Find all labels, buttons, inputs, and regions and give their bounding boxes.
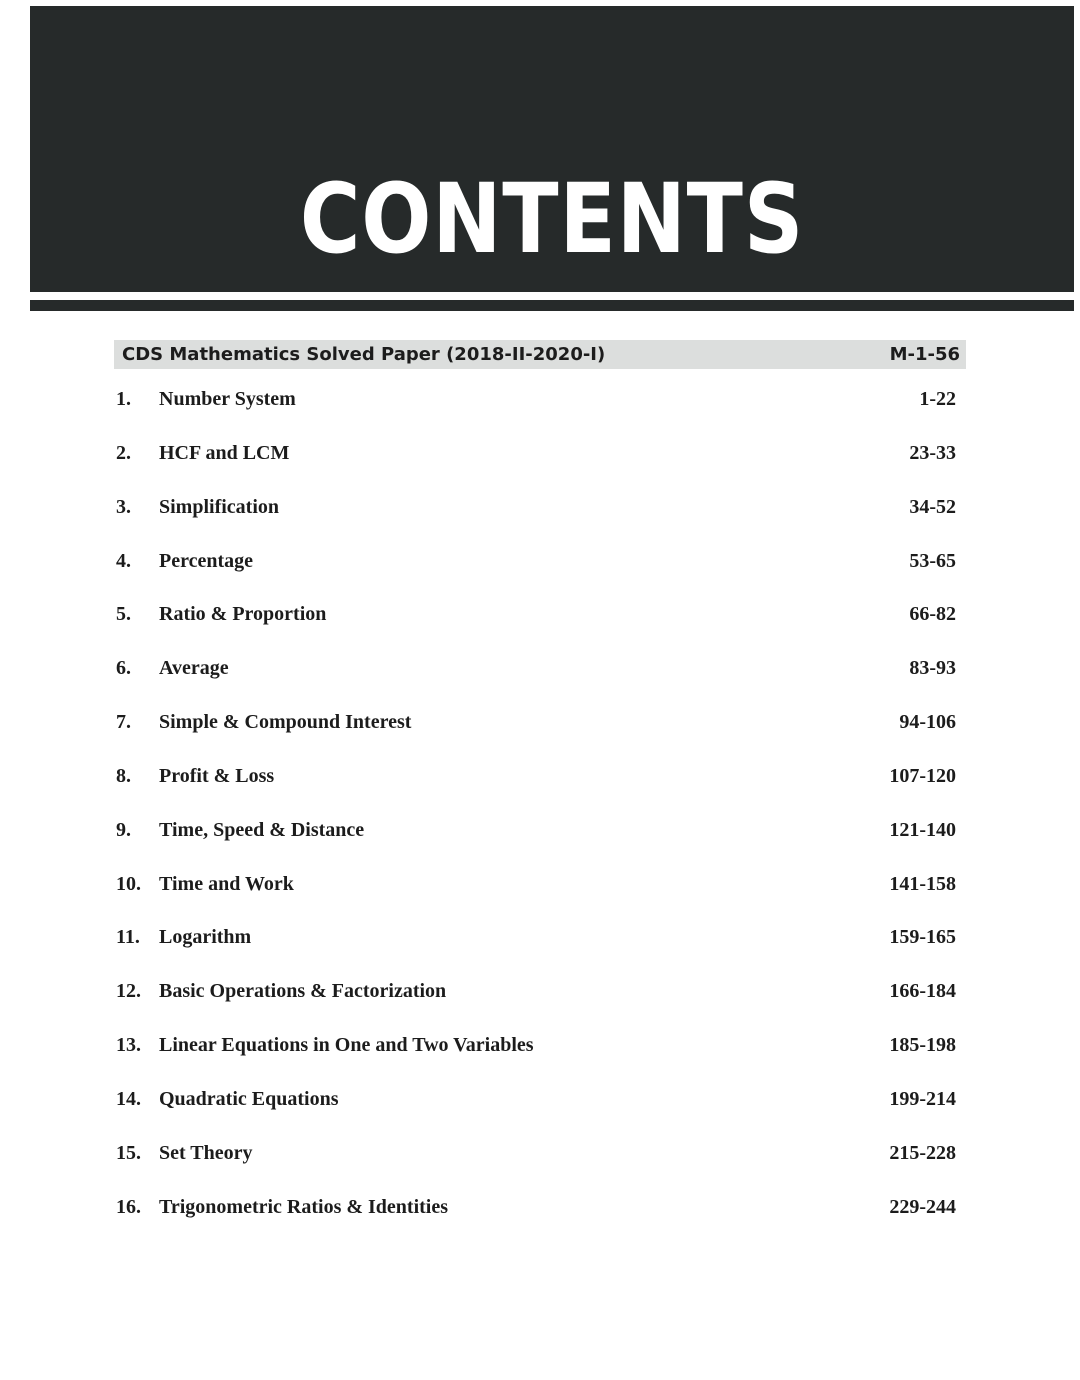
toc-item[interactable]	[114, 812, 956, 866]
toc-item-number: 8.	[116, 764, 131, 787]
toc-item-title: Average	[159, 657, 229, 680]
toc-item[interactable]	[114, 866, 956, 920]
section-header[interactable]	[114, 340, 966, 369]
toc-item-number: 10.	[116, 872, 141, 895]
toc-item[interactable]	[114, 704, 956, 758]
toc-item-pages: 121-140	[889, 818, 956, 841]
toc-item[interactable]	[114, 435, 956, 489]
toc-item[interactable]	[114, 919, 956, 973]
toc-item-title: Basic Operations & Factorization	[159, 980, 447, 1003]
toc-item-pages: 1-22	[919, 388, 956, 410]
toc-item-pages: 141-158	[889, 872, 956, 895]
toc-item-pages: 166-184	[889, 980, 956, 1003]
toc-item-pages: 83-93	[909, 657, 956, 680]
section-title: CDS Mathematics Solved Paper (2018-II-2020-I)	[122, 344, 606, 365]
toc-item[interactable]	[114, 489, 956, 543]
toc-item-title: Number System	[159, 388, 296, 410]
toc-item-pages: 107-120	[889, 764, 956, 787]
toc-item-title: Logarithm	[159, 926, 252, 949]
toc-item-title: Percentage	[159, 549, 254, 572]
contents-banner	[30, 6, 1074, 292]
toc-item[interactable]	[114, 1027, 956, 1081]
toc-item-number: 7.	[116, 711, 131, 734]
toc-item-title: Ratio & Proportion	[159, 603, 327, 626]
toc-item-title: Simplification	[159, 495, 280, 518]
toc-item[interactable]	[114, 973, 956, 1027]
toc-item-pages: 53-65	[909, 549, 956, 572]
toc-item-number: 14.	[116, 1087, 141, 1110]
toc-item-number: 1.	[116, 388, 131, 410]
toc-item[interactable]	[114, 381, 956, 435]
toc-item-pages: 34-52	[909, 495, 956, 518]
toc-item-title: Time and Work	[159, 872, 294, 895]
toc-item-pages: 229-244	[889, 1195, 956, 1218]
toc-item-title: Set Theory	[159, 1141, 253, 1164]
toc-list	[114, 381, 956, 1243]
toc-item[interactable]	[114, 1189, 956, 1243]
toc-item[interactable]	[114, 596, 956, 650]
toc-item-pages: 199-214	[889, 1087, 956, 1110]
toc-item-title: HCF and LCM	[159, 441, 290, 464]
toc-item-title: Linear Equations in One and Two Variables	[159, 1034, 534, 1057]
toc-item-title: Time, Speed & Distance	[159, 818, 365, 841]
toc-item-number: 6.	[116, 657, 131, 680]
page-title: CONTENTS	[299, 163, 805, 275]
toc-item-pages: 215-228	[889, 1141, 956, 1164]
toc-item-number: 11.	[116, 926, 140, 949]
toc-item-title: Simple & Compound Interest	[159, 711, 412, 734]
toc-item-pages: 23-33	[909, 441, 956, 464]
toc-item-pages: 185-198	[889, 1034, 956, 1057]
toc-item-number: 4.	[116, 549, 131, 572]
toc-item[interactable]	[114, 1081, 956, 1135]
toc-item-number: 16.	[116, 1195, 141, 1218]
toc-item-pages: 159-165	[889, 926, 956, 949]
toc-item[interactable]	[114, 1135, 956, 1189]
toc-item-title: Profit & Loss	[159, 764, 275, 787]
toc-item[interactable]	[114, 650, 956, 704]
toc-item-number: 15.	[116, 1141, 141, 1164]
toc-item-number: 12.	[116, 980, 141, 1003]
toc-item[interactable]	[114, 543, 956, 597]
toc-item-title: Quadratic Equations	[159, 1087, 339, 1110]
banner-divider	[30, 300, 1074, 311]
toc-item-number: 3.	[116, 495, 131, 518]
toc-item-number: 2.	[116, 441, 131, 464]
toc-item-title: Trigonometric Ratios & Identities	[159, 1195, 449, 1218]
toc-item-number: 9.	[116, 818, 131, 841]
toc-item-pages: 94-106	[899, 711, 956, 734]
toc-item-pages: 66-82	[909, 603, 956, 626]
toc-item[interactable]	[114, 758, 956, 812]
toc-item-number: 5.	[116, 603, 131, 626]
section-pages: M-1-56	[889, 344, 960, 365]
toc-item-number: 13.	[116, 1034, 141, 1057]
